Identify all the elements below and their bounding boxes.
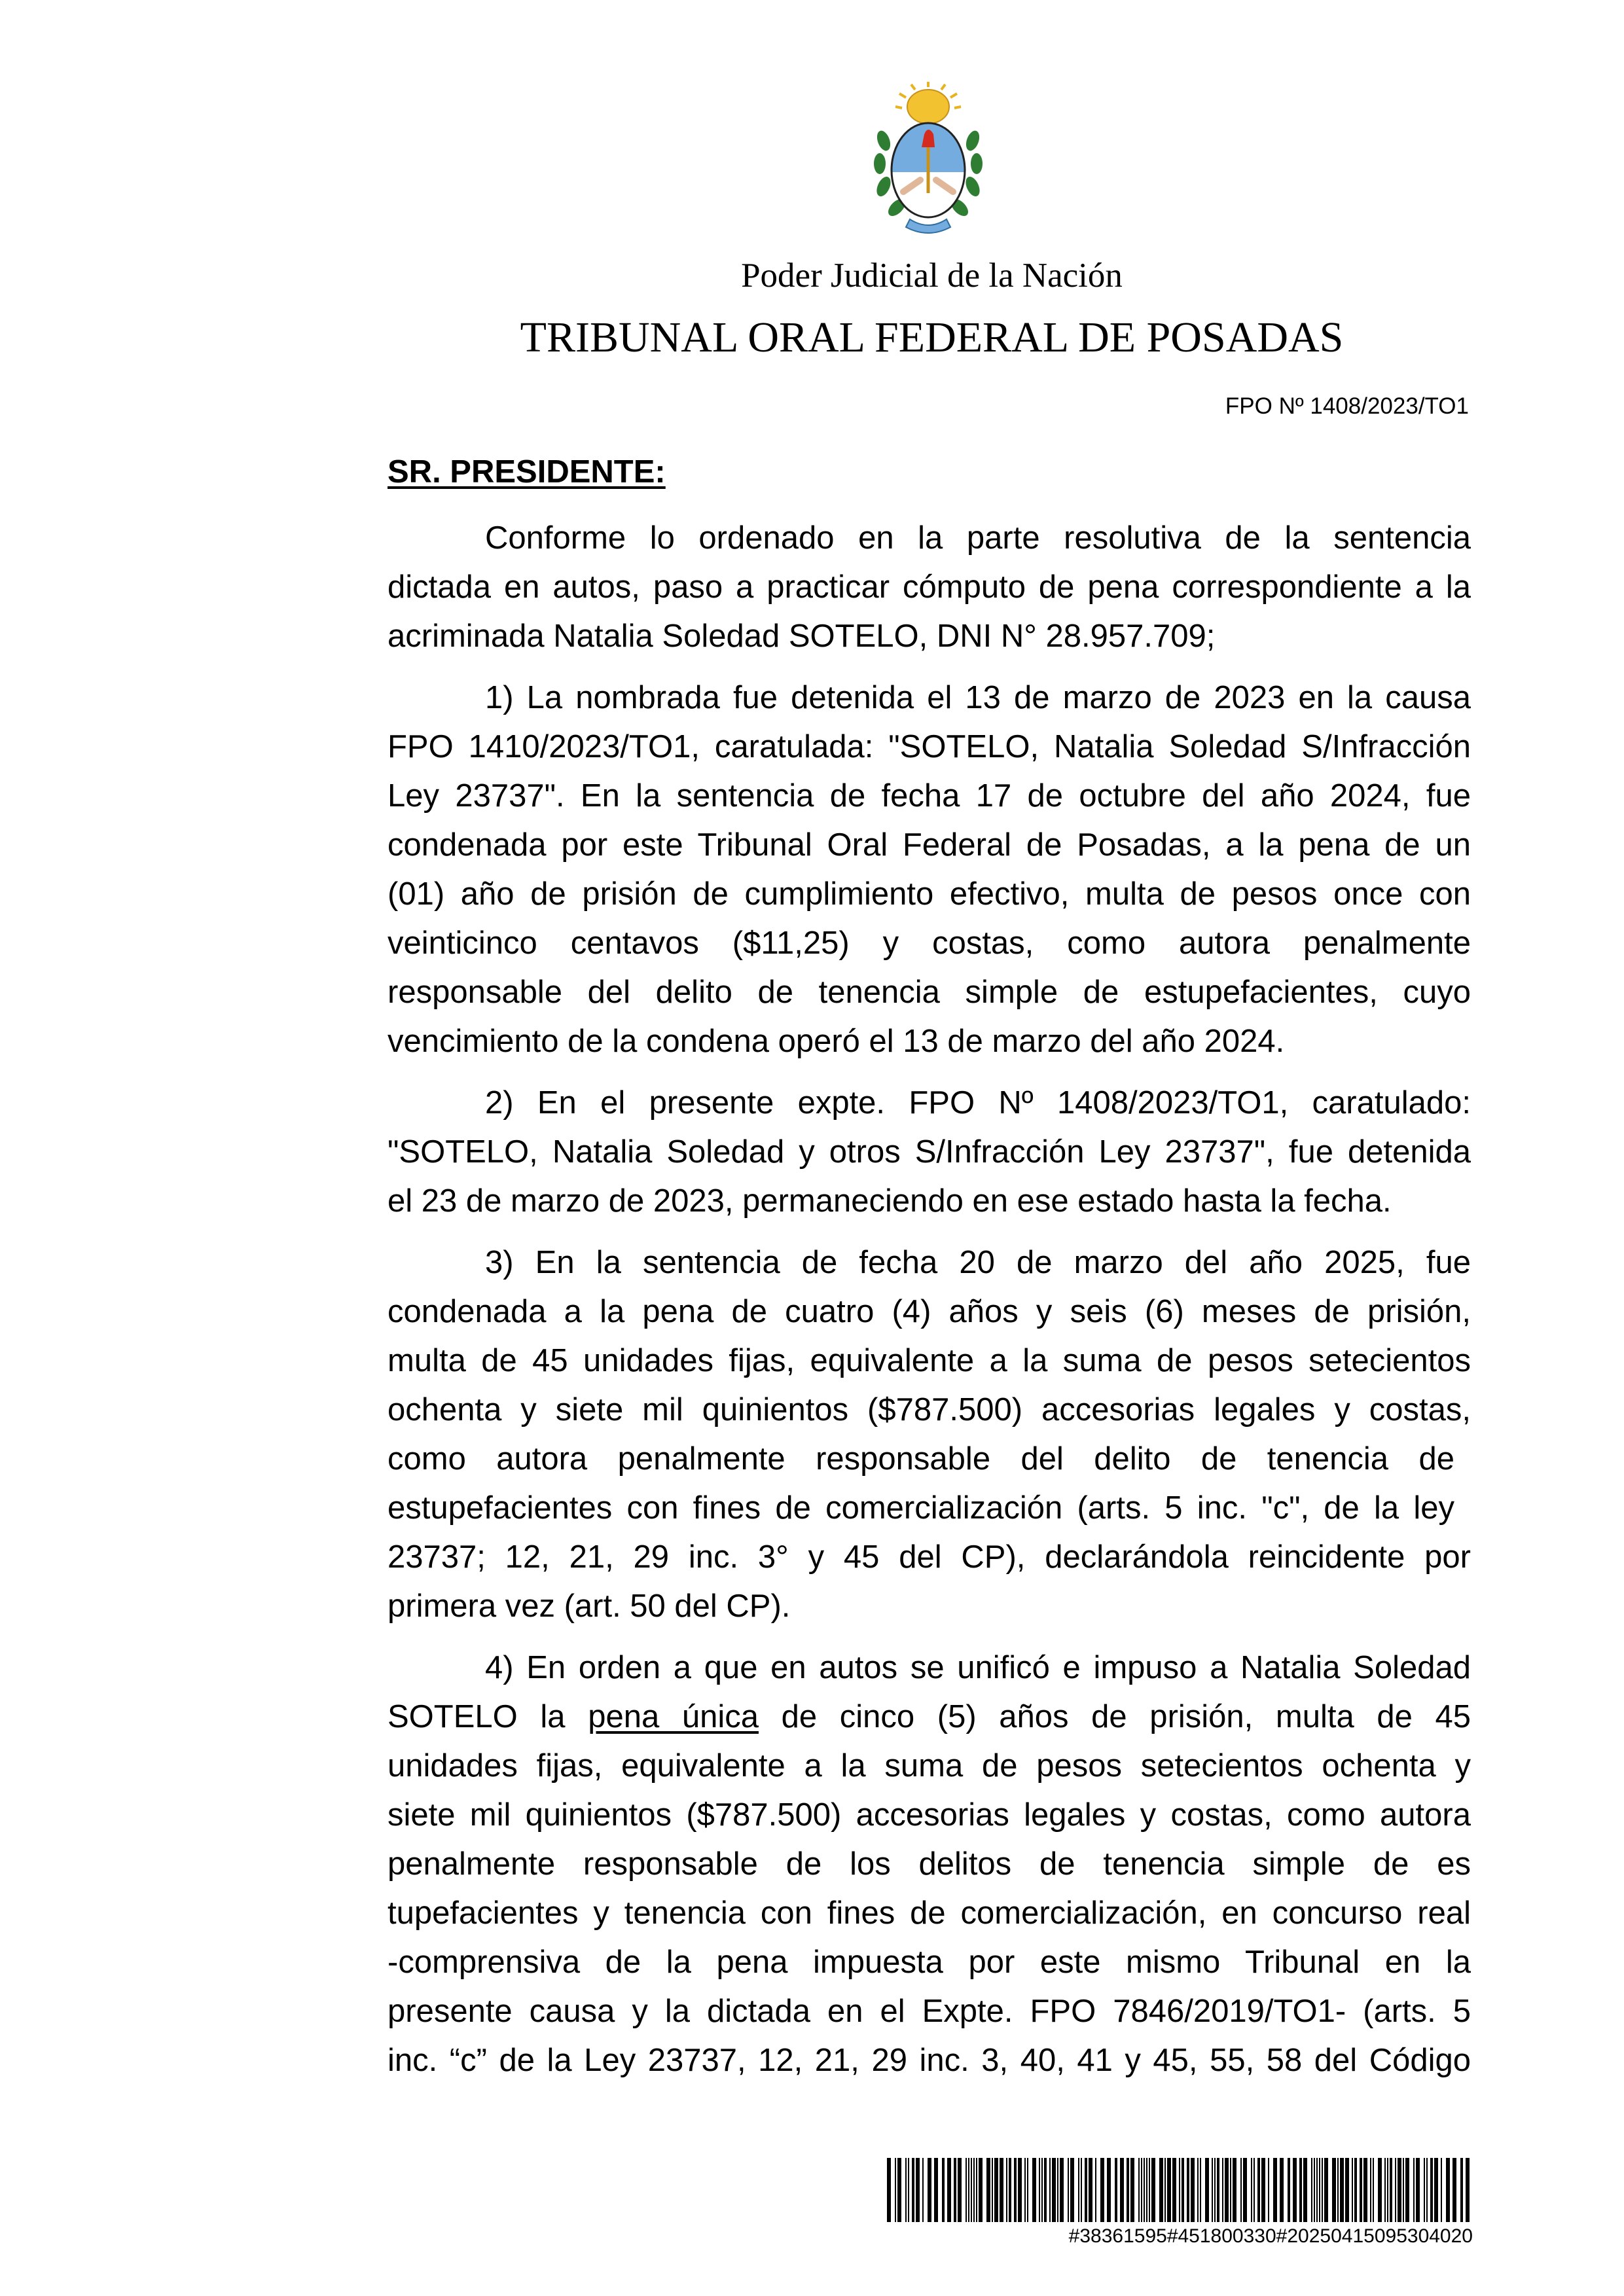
barcode-bar bbox=[994, 2158, 998, 2222]
barcode-bar bbox=[1268, 2158, 1269, 2222]
barcode-bar bbox=[1057, 2158, 1058, 2222]
barcode-bar bbox=[973, 2158, 975, 2222]
barcode-bar bbox=[1337, 2158, 1339, 2222]
barcode-bar bbox=[1027, 2158, 1028, 2222]
item4-line bbox=[388, 1693, 1471, 1742]
barcode-bar bbox=[1060, 2158, 1064, 2222]
barcode-bar bbox=[897, 2158, 901, 2222]
ribbon-icon bbox=[906, 219, 950, 233]
item1-line: condenada por este Tribunal Oral Federal de Posadas, a la pena de un bbox=[388, 827, 1471, 863]
item3-line: 3) En la sentencia de fecha 20 de marzo del año 2025, fue bbox=[485, 1245, 1471, 1280]
barcode-bar bbox=[1191, 2158, 1195, 2222]
item1-line: vencimiento de la condena operó el 13 de marzo del año 2024. bbox=[388, 1024, 1285, 1059]
barcode-bar bbox=[1311, 2158, 1312, 2222]
sun-icon bbox=[895, 82, 961, 124]
barcode-bar bbox=[1345, 2158, 1349, 2222]
barcode-bar bbox=[958, 2158, 962, 2222]
barcode-bar bbox=[1167, 2158, 1171, 2222]
barcode-bar bbox=[1360, 2158, 1362, 2222]
argentine-coat-of-arms-icon bbox=[872, 82, 984, 236]
barcode-bar bbox=[971, 2158, 972, 2222]
barcode-bar bbox=[1127, 2158, 1129, 2222]
barcode-bar bbox=[1149, 2158, 1150, 2222]
item4-line: tupefacientes y tenencia con fines de comercialización, en concurso real bbox=[388, 1895, 1471, 1931]
barcode-bar bbox=[1014, 2158, 1017, 2222]
barcode-bar bbox=[1138, 2158, 1140, 2222]
barcode-bar bbox=[1044, 2158, 1047, 2222]
barcode-bar bbox=[1052, 2158, 1056, 2222]
barcode-bar bbox=[1387, 2158, 1388, 2222]
barcode-bar bbox=[1273, 2158, 1277, 2222]
barcode-bar bbox=[1293, 2158, 1297, 2222]
item3-line: ochenta y siete mil quinientos ($787.500) accesorias legales y costas, bbox=[388, 1392, 1471, 1427]
barcode-bar bbox=[895, 2158, 896, 2222]
item4-text: SOTELO la bbox=[388, 1699, 588, 1734]
barcode-bar bbox=[965, 2158, 967, 2222]
barcode-bar bbox=[968, 2158, 969, 2222]
barcode-bar bbox=[1141, 2158, 1142, 2222]
intro-line: dictada en autos, paso a practicar cómputo de pena correspondiente a la bbox=[388, 569, 1471, 605]
barcode-bar bbox=[1416, 2158, 1420, 2222]
barcode-bar bbox=[1426, 2158, 1428, 2222]
barcode-bar bbox=[1233, 2158, 1236, 2222]
item3-line: multa de 45 unidades fijas, equivalente a la suma de pesos setecientos bbox=[388, 1343, 1471, 1378]
barcode-bar bbox=[1085, 2158, 1087, 2222]
barcode-bar bbox=[1144, 2158, 1145, 2222]
barcode-bar bbox=[1254, 2158, 1255, 2222]
barcode-bar bbox=[1100, 2158, 1104, 2222]
item1-line: FPO 1410/2023/TO1, caratulada: "SOTELO, Natalia Soledad S/Infracción bbox=[388, 729, 1471, 764]
barcode bbox=[887, 2158, 1473, 2222]
item1-line: Ley 23737". En la sentencia de fecha 17 de octubre del año 2024, fue bbox=[388, 778, 1471, 814]
barcode-bar bbox=[1384, 2158, 1386, 2222]
barcode-bar bbox=[1032, 2158, 1036, 2222]
barcode-bar bbox=[954, 2158, 956, 2222]
barcode-bar bbox=[1159, 2158, 1163, 2222]
barcode-bar bbox=[922, 2158, 924, 2222]
barcode-bar bbox=[942, 2158, 945, 2222]
barcode-bar bbox=[992, 2158, 993, 2222]
item4-text: de cinco (5) años de prisión, multa de 45 bbox=[758, 1699, 1471, 1734]
item2-line: el 23 de marzo de 2023, permaneciendo en ese estado hasta la fecha. bbox=[388, 1183, 1392, 1219]
item3-line: estupefacientes con fines de comercialización (arts. 5 inc. "c", de la ley bbox=[388, 1490, 1454, 1526]
barcode-bar bbox=[1332, 2158, 1336, 2222]
barcode-bar bbox=[1322, 2158, 1323, 2222]
item2-line: "SOTELO, Natalia Soledad y otros S/Infracción Ley 23737", fue detenida bbox=[388, 1134, 1471, 1170]
item3-line: condenada a la pena de cuatro (4) años y seis (6) meses de prisión, bbox=[388, 1294, 1471, 1329]
barcode-bar bbox=[1024, 2158, 1026, 2222]
barcode-number: #38361595#451800330#20250415095304020 bbox=[1068, 2225, 1473, 2247]
barcode-bar bbox=[1395, 2158, 1396, 2222]
barcode-bar bbox=[1041, 2158, 1043, 2222]
barcode-bar bbox=[1413, 2158, 1415, 2222]
barcode-bar bbox=[1222, 2158, 1223, 2222]
item4-line: presente causa y la dictada en el Expte. FPO 7846/2019/TO1- (arts. 5 bbox=[388, 1994, 1471, 2029]
item4-line: unidades fijas, equivalente a la suma de pesos setecientos ochenta y bbox=[388, 1748, 1471, 1784]
barcode-bar bbox=[986, 2158, 990, 2222]
barcode-bar bbox=[912, 2158, 914, 2222]
barcode-bar bbox=[1340, 2158, 1344, 2222]
item2-line: 2) En el presente expte. FPO Nº 1408/2023/TO1, caratulado: bbox=[485, 1085, 1471, 1121]
intro-line: Conforme lo ordenado en la parte resolutiva de la sentencia bbox=[485, 520, 1471, 556]
barcode-bar bbox=[1390, 2158, 1392, 2222]
item1-line: veinticinco centavos ($11,25) y costas, como autora penalmente bbox=[388, 925, 1471, 961]
barcode-bar bbox=[1172, 2158, 1176, 2222]
barcode-bar bbox=[1187, 2158, 1189, 2222]
barcode-bar bbox=[1441, 2158, 1442, 2222]
barcode-bar bbox=[1303, 2158, 1307, 2222]
barcode-bar bbox=[1261, 2158, 1265, 2222]
barcode-bar bbox=[1197, 2158, 1199, 2222]
barcode-bar bbox=[908, 2158, 909, 2222]
barcode-bar bbox=[1164, 2158, 1166, 2222]
barcode-bar bbox=[1434, 2158, 1438, 2222]
barcode-bar bbox=[1314, 2158, 1315, 2222]
barcode-bar bbox=[1240, 2158, 1242, 2222]
barcode-bar bbox=[1398, 2158, 1401, 2222]
barcode-bar bbox=[1466, 2158, 1470, 2222]
item4-line: -comprensiva de la pena impuesta por este mismo Tribunal en la bbox=[388, 1945, 1471, 1980]
barcode-bar bbox=[1018, 2158, 1022, 2222]
barcode-bar bbox=[1453, 2158, 1456, 2222]
barcode-bar bbox=[1107, 2158, 1111, 2222]
barcode-bar bbox=[1095, 2158, 1096, 2222]
barcode-bar bbox=[1378, 2158, 1382, 2222]
barcode-bar bbox=[1205, 2158, 1209, 2222]
item4-line: inc. “c” de la Ley 23737, 12, 21, 29 inc. 3, 40, 41 y 45, 55, 58 del Código bbox=[388, 2043, 1471, 2078]
barcode-bar bbox=[1146, 2158, 1147, 2222]
item3-line: como autora penalmente responsable del delito de tenencia de bbox=[388, 1441, 1454, 1477]
barcode-bar bbox=[1200, 2158, 1201, 2222]
barcode-bar bbox=[1373, 2158, 1374, 2222]
barcode-bar bbox=[1280, 2158, 1284, 2222]
barcode-bar bbox=[1430, 2158, 1433, 2222]
barcode-bar bbox=[1319, 2158, 1320, 2222]
item4-line: 4) En orden a que en autos se unificó e impuso a Natalia Soledad bbox=[485, 1650, 1471, 1685]
barcode-bar bbox=[1257, 2158, 1260, 2222]
barcode-bar bbox=[1363, 2158, 1367, 2222]
item4-line: siete mil quinientos ($787.500) accesorias legales y costas, como autora bbox=[388, 1797, 1471, 1833]
barcode-bar bbox=[947, 2158, 951, 2222]
barcode-bar bbox=[1243, 2158, 1247, 2222]
barcode-bar bbox=[916, 2158, 920, 2222]
barcode-bar bbox=[1424, 2158, 1425, 2222]
barcode-bar bbox=[1299, 2158, 1302, 2222]
item3-line: 23737; 12, 21, 29 inc. 3° y 45 del CP), declarándola reincidente por bbox=[388, 1539, 1471, 1575]
barcode-bar bbox=[1324, 2158, 1328, 2222]
barcode-bar bbox=[1130, 2158, 1134, 2222]
item1-line: responsable del delito de tenencia simple de estupefacientes, cuyo bbox=[388, 975, 1471, 1010]
barcode-bar bbox=[1070, 2158, 1074, 2222]
barcode-bar bbox=[1316, 2158, 1318, 2222]
barcode-bar bbox=[979, 2158, 983, 2222]
barcode-bar bbox=[928, 2158, 931, 2222]
barcode-bar bbox=[1352, 2158, 1353, 2222]
barcode-bar bbox=[1214, 2158, 1216, 2222]
barcode-bar bbox=[1049, 2158, 1051, 2222]
item1-line: (01) año de prisión de cumplimiento efectivo, multa de pesos once con bbox=[388, 876, 1471, 912]
barcode-bar bbox=[1120, 2158, 1124, 2222]
court-name: TRIBUNAL ORAL FEDERAL DE POSADAS bbox=[520, 314, 1344, 361]
barcode-bar bbox=[1115, 2158, 1117, 2222]
barcode-bar bbox=[1446, 2158, 1450, 2222]
item3-line: primera vez (art. 50 del CP). bbox=[388, 1588, 791, 1624]
barcode-bar bbox=[1179, 2158, 1180, 2222]
barcode-bar bbox=[1081, 2158, 1082, 2222]
barcode-bar bbox=[1089, 2158, 1092, 2222]
institution-name: Poder Judicial de la Nación bbox=[741, 257, 1123, 295]
barcode-bar bbox=[1288, 2158, 1290, 2222]
barcode-bar bbox=[1078, 2158, 1079, 2222]
barcode-bar bbox=[1230, 2158, 1231, 2222]
barcode-bar bbox=[1151, 2158, 1155, 2222]
barcode-bar bbox=[1460, 2158, 1463, 2222]
item4-line: penalmente responsable de los delitos de tenencia simple de es bbox=[388, 1846, 1471, 1882]
barcode-bar bbox=[1068, 2158, 1069, 2222]
barcode-bar bbox=[887, 2158, 891, 2222]
barcode-bar bbox=[1182, 2158, 1184, 2222]
barcode-bar bbox=[1212, 2158, 1213, 2222]
barcode-bar bbox=[1370, 2158, 1371, 2222]
barcode-bar bbox=[1039, 2158, 1040, 2222]
barcode-bar bbox=[1217, 2158, 1219, 2222]
barcode-bar bbox=[1225, 2158, 1229, 2222]
barcode-bar bbox=[1006, 2158, 1007, 2222]
barcode-bar bbox=[1009, 2158, 1011, 2222]
salutation-heading: SR. PRESIDENTE: bbox=[388, 454, 666, 490]
item1-line: 1) La nombrada fue detenida el 13 de marzo de 2023 en la causa bbox=[485, 680, 1471, 715]
barcode-bar bbox=[976, 2158, 977, 2222]
case-number: FPO Nº 1408/2023/TO1 bbox=[1225, 393, 1469, 419]
barcode-bar bbox=[934, 2158, 938, 2222]
barcode-bar bbox=[905, 2158, 907, 2222]
intro-line: acriminada Natalia Soledad SOTELO, DNI N° 28.957.709; bbox=[388, 619, 1216, 654]
barcode-bar bbox=[1251, 2158, 1252, 2222]
barcode-bar bbox=[1405, 2158, 1409, 2222]
barcode-bar bbox=[1354, 2158, 1357, 2222]
barcode-bar bbox=[1403, 2158, 1404, 2222]
pena-unica-underlined: pena única bbox=[588, 1699, 759, 1734]
barcode-bar bbox=[1000, 2158, 1003, 2222]
